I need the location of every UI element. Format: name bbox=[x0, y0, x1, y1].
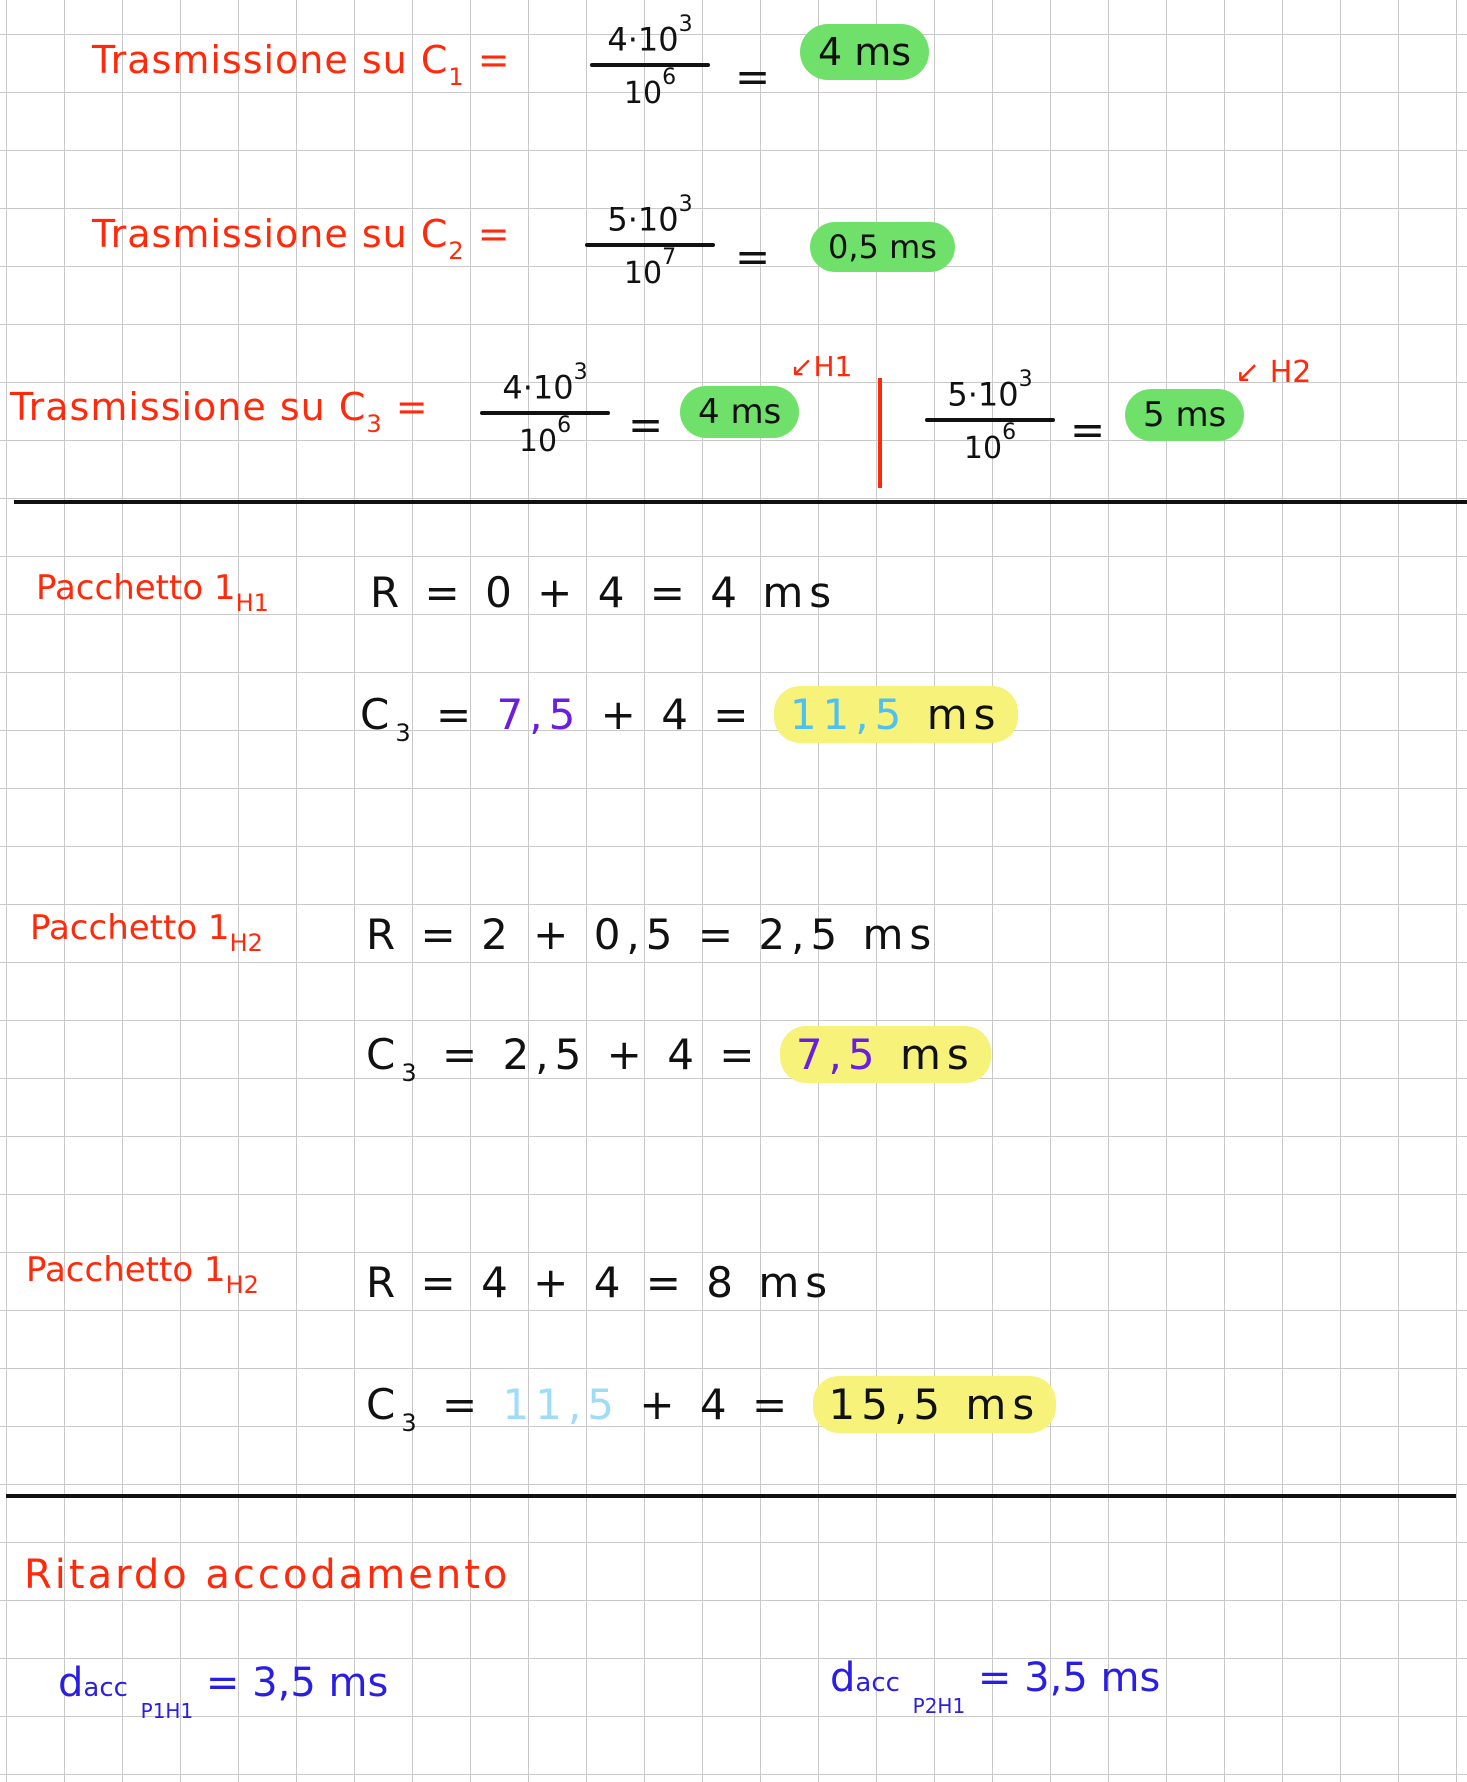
packet-3-label: Pacchetto $1_{H2}$ bbox=[26, 1250, 259, 1299]
packet-3-c-line: $C_3 = 11,5 + 4 = 15,5$ ms bbox=[366, 1380, 1056, 1429]
transmission-c2-result: 0,5 ms bbox=[810, 228, 955, 266]
equals-sign: = bbox=[735, 232, 777, 281]
equals-sign: = bbox=[1070, 405, 1112, 454]
equals-sign: = bbox=[735, 52, 777, 101]
packet-1-c-line: $C_3 = 7,5 + 4 = 11,5$ ms bbox=[360, 690, 1018, 739]
divider bbox=[14, 500, 1467, 504]
transmission-c2-fraction: $5\cdot 10^3$ $10^7$ bbox=[585, 200, 715, 291]
transmission-c3-label: Trasmissione su $C_3$ = bbox=[10, 385, 429, 438]
packet-2-r-line: R = 2 + 0,5 = 2,5 ms bbox=[366, 910, 938, 959]
transmission-c1-fraction: $4\cdot 10^3$ $10^6$ bbox=[590, 20, 710, 111]
tag-h2: ↙ H2 bbox=[1235, 355, 1312, 390]
packet-1-r-line: R = 0 + 4 = 4 ms bbox=[370, 568, 838, 617]
transmission-c3-fraction-h2: $5\cdot 10^3$ $10^6$ bbox=[925, 375, 1055, 466]
packet-3-r-line: R = 4 + 4 = 8 ms bbox=[366, 1258, 834, 1307]
separator-bar bbox=[878, 378, 882, 488]
packet-1-label: Pacchetto $1_{H1}$ bbox=[36, 568, 269, 617]
tag-h1: ↙H1 bbox=[790, 350, 853, 383]
transmission-c3-result-h2: 5 ms bbox=[1125, 395, 1244, 435]
queue-delay-p1h1: dacc $_{P1H1}$ = 3,5 ms bbox=[58, 1660, 389, 1723]
transmission-c1-label: Trasmissione su $C_1$ = bbox=[92, 38, 511, 91]
packet-2-c-line: $C_3 = 2,5 + 4 = 7,5$ ms bbox=[366, 1030, 991, 1079]
transmission-c1-result: 4 ms bbox=[800, 30, 929, 74]
equals-sign: = bbox=[628, 400, 670, 449]
queue-delay-p2h1: dacc $_{P2H1}$ = 3,5 ms bbox=[830, 1655, 1161, 1718]
queue-delay-title: Ritardo accodamento bbox=[24, 1552, 511, 1598]
transmission-c3-result-h1: 4 ms bbox=[680, 392, 799, 432]
divider bbox=[6, 1494, 1456, 1498]
transmission-c2-label: Trasmissione su $C_2$ = bbox=[92, 212, 511, 265]
packet-2-label: Pacchetto $1_{H2}$ bbox=[30, 908, 263, 957]
transmission-c3-fraction-h1: $4\cdot 10^3$ $10^6$ bbox=[480, 368, 610, 459]
